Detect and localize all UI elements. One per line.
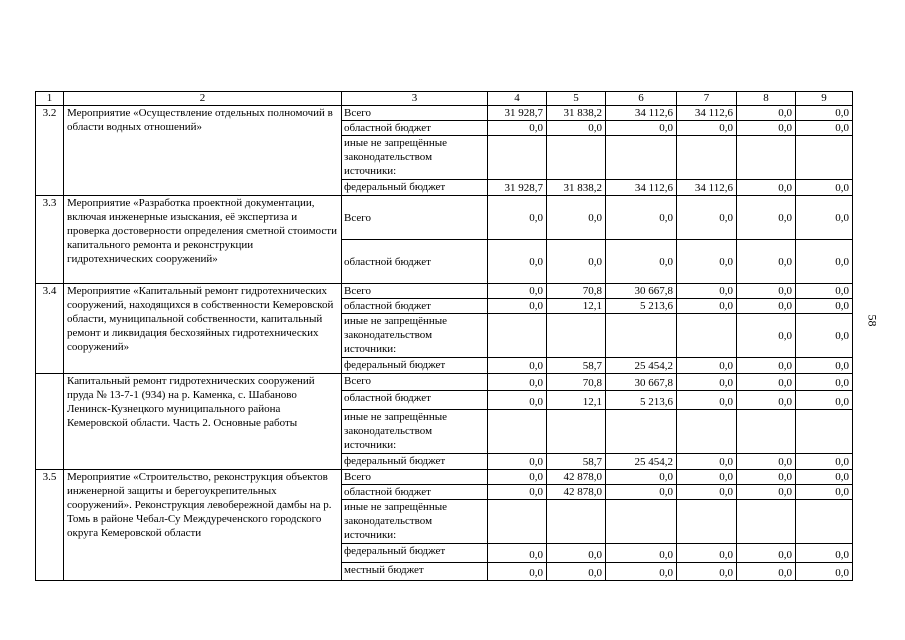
- value-cell: 0,0: [796, 358, 853, 374]
- funding-source: Всего: [342, 374, 488, 391]
- value-cell: 0,0: [677, 485, 737, 500]
- table-row: [36, 106, 853, 121]
- funding-source: иные не запрещённые законодательством источники:: [342, 314, 488, 358]
- value-cell: 30 667,8: [606, 284, 677, 299]
- value-cell: 0,0: [796, 240, 853, 284]
- value-cell: 0,0: [796, 106, 853, 121]
- value-cell: 42 878,0: [547, 470, 606, 485]
- item-number: [36, 374, 64, 470]
- value-cell: 0,0: [737, 180, 796, 196]
- funding-source: федеральный бюджет: [342, 544, 488, 563]
- header-cell: 4: [488, 92, 547, 106]
- header-cell: 8: [737, 92, 796, 106]
- value-cell: 34 112,6: [677, 180, 737, 196]
- funding-source: иные не запрещённые законодательством источники:: [342, 410, 488, 454]
- item-number: 3.2: [36, 106, 64, 196]
- item-description: Мероприятие «Разработка проектной документации, включая инженерные изыскания, её экспертиза и проверка достоверности определения сметной стоимости капитального ремонта и реконструкции гидротехнических сооружений»: [64, 196, 342, 284]
- value-cell: 0,0: [488, 121, 547, 136]
- value-cell: 0,0: [677, 299, 737, 314]
- value-cell: 0,0: [547, 544, 606, 563]
- value-cell: 0,0: [737, 284, 796, 299]
- value-cell: 12,1: [547, 391, 606, 410]
- header-cell: 7: [677, 92, 737, 106]
- value-cell: 0,0: [547, 563, 606, 581]
- funding-source: Всего: [342, 470, 488, 485]
- value-cell: 0,0: [547, 121, 606, 136]
- value-cell: 0,0: [488, 454, 547, 470]
- value-cell: 0,0: [606, 240, 677, 284]
- value-cell: 0,0: [677, 454, 737, 470]
- value-cell: 34 112,6: [606, 106, 677, 121]
- value-cell: 0,0: [737, 240, 796, 284]
- value-cell: 0,0: [796, 485, 853, 500]
- value-cell: 31 928,7: [488, 106, 547, 121]
- value-cell: 70,8: [547, 374, 606, 391]
- value-cell: [796, 410, 853, 454]
- item-number: 3.5: [36, 470, 64, 581]
- value-cell: 34 112,6: [606, 180, 677, 196]
- value-cell: 0,0: [677, 544, 737, 563]
- value-cell: 0,0: [737, 544, 796, 563]
- value-cell: 70,8: [547, 284, 606, 299]
- value-cell: 0,0: [488, 299, 547, 314]
- value-cell: [737, 410, 796, 454]
- value-cell: [796, 136, 853, 180]
- funding-source: областной бюджет: [342, 121, 488, 136]
- page-number: 58: [865, 314, 880, 327]
- value-cell: 0,0: [488, 374, 547, 391]
- value-cell: 31 838,2: [547, 106, 606, 121]
- item-description: Мероприятие «Осуществление отдельных полномочий в области водных отношений»: [64, 106, 342, 196]
- funding-source: Всего: [342, 106, 488, 121]
- value-cell: 0,0: [606, 544, 677, 563]
- value-cell: 0,0: [488, 563, 547, 581]
- funding-source: областной бюджет: [342, 299, 488, 314]
- value-cell: 0,0: [796, 374, 853, 391]
- value-cell: 0,0: [677, 196, 737, 240]
- value-cell: 0,0: [677, 358, 737, 374]
- value-cell: [796, 500, 853, 544]
- value-cell: [547, 410, 606, 454]
- value-cell: 31 838,2: [547, 180, 606, 196]
- value-cell: 42 878,0: [547, 485, 606, 500]
- header-cell: 3: [342, 92, 488, 106]
- value-cell: 0,0: [737, 391, 796, 410]
- funding-source: иные не запрещённые законодательством источники:: [342, 136, 488, 180]
- value-cell: 0,0: [677, 240, 737, 284]
- value-cell: [606, 314, 677, 358]
- table-row: [36, 374, 853, 391]
- value-cell: 0,0: [796, 470, 853, 485]
- value-cell: 5 213,6: [606, 391, 677, 410]
- value-cell: [737, 136, 796, 180]
- value-cell: 0,0: [796, 544, 853, 563]
- header-cell: 6: [606, 92, 677, 106]
- funding-source: областной бюджет: [342, 240, 488, 284]
- value-cell: [677, 500, 737, 544]
- value-cell: 0,0: [737, 470, 796, 485]
- header-cell: 1: [36, 92, 64, 106]
- value-cell: [677, 410, 737, 454]
- item-number: 3.4: [36, 284, 64, 374]
- value-cell: [737, 500, 796, 544]
- value-cell: 0,0: [488, 284, 547, 299]
- value-cell: 0,0: [737, 485, 796, 500]
- funding-source: местный бюджет: [342, 563, 488, 581]
- value-cell: 0,0: [796, 180, 853, 196]
- item-description: Мероприятие «Капитальный ремонт гидротехнических сооружений, находящихся в собственности Кемеровской области, муниципальной собственности, капитальный ремонт и ликвидация бесхозяйных гидротехнических сооружений»: [64, 284, 342, 374]
- value-cell: 0,0: [677, 121, 737, 136]
- value-cell: 0,0: [677, 563, 737, 581]
- value-cell: 0,0: [796, 121, 853, 136]
- value-cell: 0,0: [737, 454, 796, 470]
- item-description: Капитальный ремонт гидротехнических сооружений пруда № 13-7-1 (934) на р. Каменка, с. Шабаново Ленинск-Кузнецкого муниципального района Кемеровской области. Часть 2. Основные работы: [64, 374, 342, 470]
- value-cell: 0,0: [677, 470, 737, 485]
- value-cell: 0,0: [796, 299, 853, 314]
- funding-source: иные не запрещённые законодательством источники:: [342, 500, 488, 544]
- value-cell: 0,0: [547, 240, 606, 284]
- funding-source: федеральный бюджет: [342, 454, 488, 470]
- value-cell: [606, 500, 677, 544]
- header-cell: 9: [796, 92, 853, 106]
- value-cell: 0,0: [606, 485, 677, 500]
- value-cell: 0,0: [677, 374, 737, 391]
- value-cell: 0,0: [606, 470, 677, 485]
- value-cell: 0,0: [796, 314, 853, 358]
- value-cell: 0,0: [488, 391, 547, 410]
- value-cell: 0,0: [737, 106, 796, 121]
- value-cell: 0,0: [737, 196, 796, 240]
- value-cell: [488, 500, 547, 544]
- table-row: [36, 470, 853, 485]
- table-body: [36, 92, 853, 581]
- funding-source: Всего: [342, 284, 488, 299]
- value-cell: 0,0: [737, 121, 796, 136]
- value-cell: 5 213,6: [606, 299, 677, 314]
- value-cell: 0,0: [606, 563, 677, 581]
- value-cell: 58,7: [547, 358, 606, 374]
- value-cell: [677, 136, 737, 180]
- value-cell: 0,0: [737, 299, 796, 314]
- value-cell: [488, 410, 547, 454]
- value-cell: [547, 500, 606, 544]
- value-cell: 12,1: [547, 299, 606, 314]
- item-number: 3.3: [36, 196, 64, 284]
- value-cell: [606, 136, 677, 180]
- value-cell: 0,0: [796, 196, 853, 240]
- value-cell: 25 454,2: [606, 454, 677, 470]
- funding-source: областной бюджет: [342, 391, 488, 410]
- value-cell: 0,0: [677, 391, 737, 410]
- value-cell: 30 667,8: [606, 374, 677, 391]
- value-cell: 0,0: [606, 196, 677, 240]
- value-cell: 0,0: [796, 454, 853, 470]
- value-cell: 25 454,2: [606, 358, 677, 374]
- value-cell: 0,0: [547, 196, 606, 240]
- value-cell: 31 928,7: [488, 180, 547, 196]
- value-cell: 0,0: [796, 284, 853, 299]
- value-cell: [488, 314, 547, 358]
- funding-source: федеральный бюджет: [342, 358, 488, 374]
- value-cell: 0,0: [488, 240, 547, 284]
- value-cell: 58,7: [547, 454, 606, 470]
- value-cell: 0,0: [488, 358, 547, 374]
- budget-table: [35, 91, 853, 581]
- header-row: [36, 92, 853, 106]
- value-cell: 0,0: [488, 485, 547, 500]
- header-cell: 5: [547, 92, 606, 106]
- funding-source: Всего: [342, 196, 488, 240]
- header-cell: 2: [64, 92, 342, 106]
- value-cell: [547, 136, 606, 180]
- funding-source: федеральный бюджет: [342, 180, 488, 196]
- value-cell: 0,0: [488, 470, 547, 485]
- table-row: [36, 196, 853, 240]
- table-row: [36, 284, 853, 299]
- value-cell: 0,0: [488, 196, 547, 240]
- value-cell: 0,0: [488, 544, 547, 563]
- value-cell: [677, 314, 737, 358]
- value-cell: 0,0: [737, 374, 796, 391]
- value-cell: 0,0: [796, 563, 853, 581]
- value-cell: 0,0: [737, 358, 796, 374]
- value-cell: [547, 314, 606, 358]
- value-cell: 0,0: [677, 284, 737, 299]
- item-description: Мероприятие «Строительство, реконструкция объектов инженерной защиты и берегоукрепительных сооружений». Реконструкция левобережной дамбы на р. Томь в районе Чебал-Су Междуреченского городского округа Кемеровской области: [64, 470, 342, 581]
- value-cell: [488, 136, 547, 180]
- value-cell: [606, 410, 677, 454]
- value-cell: 0,0: [737, 563, 796, 581]
- value-cell: 0,0: [737, 314, 796, 358]
- value-cell: 0,0: [606, 121, 677, 136]
- value-cell: 34 112,6: [677, 106, 737, 121]
- value-cell: 0,0: [796, 391, 853, 410]
- funding-source: областной бюджет: [342, 485, 488, 500]
